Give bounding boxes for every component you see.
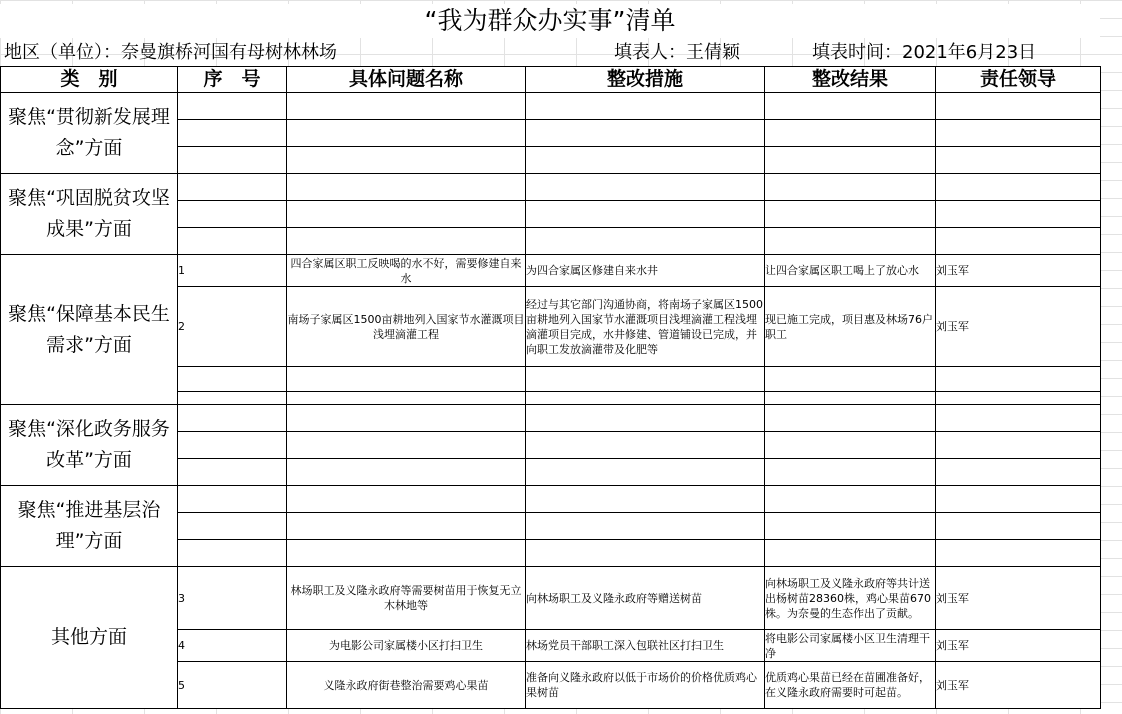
seq-cell[interactable]: 4 — [178, 630, 287, 662]
empty-cell[interactable] — [765, 540, 936, 567]
empty-cell[interactable] — [526, 513, 765, 540]
empty-cell[interactable] — [287, 459, 526, 486]
empty-cell[interactable] — [178, 486, 287, 513]
empty-cell[interactable] — [936, 432, 1101, 459]
category-cell: 其他方面 — [1, 567, 178, 709]
empty-cell[interactable] — [526, 405, 765, 432]
issue-cell[interactable]: 义隆永政府街巷整治需要鸡心果苗 — [287, 662, 526, 709]
empty-cell[interactable] — [178, 459, 287, 486]
empty-cell[interactable] — [526, 540, 765, 567]
empty-cell[interactable] — [526, 392, 765, 405]
page-title: “我为群众办实事”清单 — [0, 4, 1100, 38]
empty-cell[interactable] — [936, 174, 1101, 201]
empty-cell[interactable] — [178, 513, 287, 540]
empty-cell[interactable] — [936, 513, 1101, 540]
empty-cell[interactable] — [526, 93, 765, 120]
task-list-table — [0, 66, 1101, 709]
empty-cell[interactable] — [936, 540, 1101, 567]
empty-cell[interactable] — [526, 174, 765, 201]
header-category: 类 别 — [1, 67, 178, 93]
empty-cell[interactable] — [178, 174, 287, 201]
empty-cell[interactable] — [178, 201, 287, 228]
table-row — [1, 486, 1101, 513]
empty-cell[interactable] — [526, 367, 765, 392]
empty-cell[interactable] — [178, 405, 287, 432]
header-leader: 责任领导 — [936, 67, 1101, 93]
category-cell: 聚焦“巩固脱贫攻坚成果”方面 — [1, 174, 178, 255]
empty-cell[interactable] — [287, 120, 526, 147]
empty-cell[interactable] — [765, 228, 936, 255]
leader-cell[interactable]: 刘玉军 — [936, 255, 1101, 287]
empty-cell[interactable] — [178, 147, 287, 174]
empty-cell[interactable] — [936, 486, 1101, 513]
measure-cell[interactable]: 准备向义隆永政府以低于市场价的价格优质鸡心果树苗 — [526, 662, 765, 709]
empty-cell[interactable] — [287, 513, 526, 540]
empty-cell[interactable] — [765, 432, 936, 459]
empty-cell[interactable] — [287, 201, 526, 228]
result-cell[interactable]: 让四合家属区职工喝上了放心水 — [765, 255, 936, 287]
empty-cell[interactable] — [178, 228, 287, 255]
empty-cell[interactable] — [526, 486, 765, 513]
empty-cell[interactable] — [936, 93, 1101, 120]
measure-cell[interactable]: 经过与其它部门沟通协商，将南场子家属区1500亩耕地列入国家节水灌溉项目浅埋滴灌工程浅埋滴灌项目完成，水井修建、管道铺设已完成，并向职工发放滴灌带及化肥等 — [526, 287, 765, 367]
header-measure: 整改措施 — [526, 67, 765, 93]
measure-cell[interactable]: 向林场职工及义隆永政府等赠送树苗 — [526, 567, 765, 630]
empty-cell[interactable] — [526, 201, 765, 228]
empty-cell[interactable] — [287, 367, 526, 392]
empty-cell[interactable] — [287, 540, 526, 567]
empty-cell[interactable] — [287, 405, 526, 432]
empty-cell[interactable] — [178, 392, 287, 405]
issue-cell[interactable]: 林场职工及义隆永政府等需要树苗用于恢复无立木林地等 — [287, 567, 526, 630]
empty-cell[interactable] — [936, 201, 1101, 228]
empty-cell[interactable] — [765, 392, 936, 405]
table-row — [1, 255, 1101, 287]
empty-cell[interactable] — [526, 459, 765, 486]
issue-cell[interactable]: 南场子家属区1500亩耕地列入国家节水灌溉项目浅埋滴灌工程 — [287, 287, 526, 367]
empty-cell[interactable] — [178, 93, 287, 120]
empty-cell[interactable] — [526, 120, 765, 147]
empty-cell[interactable] — [765, 201, 936, 228]
empty-cell[interactable] — [287, 392, 526, 405]
empty-cell[interactable] — [287, 93, 526, 120]
table-row — [1, 405, 1101, 432]
empty-cell[interactable] — [765, 459, 936, 486]
empty-cell[interactable] — [526, 228, 765, 255]
seq-cell[interactable]: 1 — [178, 255, 287, 287]
empty-cell[interactable] — [178, 120, 287, 147]
table-row — [1, 567, 1101, 630]
empty-cell[interactable] — [178, 367, 287, 392]
empty-cell[interactable] — [936, 120, 1101, 147]
empty-cell[interactable] — [765, 120, 936, 147]
empty-cell[interactable] — [765, 147, 936, 174]
header-seq: 序 号 — [178, 67, 287, 93]
empty-cell[interactable] — [526, 432, 765, 459]
measure-cell[interactable]: 为四合家属区修建自来水井 — [526, 255, 765, 287]
empty-cell[interactable] — [178, 540, 287, 567]
filler-label: 填表人：王倩颖 — [614, 42, 740, 63]
empty-cell[interactable] — [287, 147, 526, 174]
empty-cell[interactable] — [936, 228, 1101, 255]
seq-cell[interactable]: 3 — [178, 567, 287, 630]
table-header-row — [1, 67, 1101, 93]
leader-cell[interactable]: 刘玉军 — [936, 662, 1101, 709]
empty-cell[interactable] — [178, 432, 287, 459]
issue-cell[interactable]: 四合家属区职工反映喝的水不好，需要修建自来水 — [287, 255, 526, 287]
category-cell: 聚焦“推进基层治理”方面 — [1, 486, 178, 567]
leader-cell[interactable]: 刘玉军 — [936, 630, 1101, 662]
table-row — [1, 174, 1101, 201]
header-issue: 具体问题名称 — [287, 67, 526, 93]
empty-cell[interactable] — [765, 367, 936, 392]
empty-cell[interactable] — [287, 228, 526, 255]
fill-time-label: 填表时间：2021年6月23日 — [812, 42, 1037, 63]
category-cell: 聚焦“保障基本民生需求”方面 — [1, 255, 178, 405]
empty-cell[interactable] — [287, 486, 526, 513]
empty-cell[interactable] — [526, 147, 765, 174]
empty-cell[interactable] — [936, 147, 1101, 174]
empty-cell[interactable] — [936, 459, 1101, 486]
leader-cell[interactable]: 刘玉军 — [936, 567, 1101, 630]
empty-cell[interactable] — [765, 486, 936, 513]
region-label: 地区（单位）：奈曼旗桥河国有母树林林场 — [4, 42, 337, 63]
category-cell: 聚焦“贯彻新发展理念”方面 — [1, 93, 178, 174]
measure-cell[interactable]: 林场党员干部职工深入包联社区打扫卫生 — [526, 630, 765, 662]
result-cell[interactable]: 将电影公司家属楼小区卫生清理干净 — [765, 630, 936, 662]
result-cell[interactable]: 向林场职工及义隆永政府等共计送出杨树苗28360株，鸡心果苗670株。为奈曼的生态作出了贡献。 — [765, 567, 936, 630]
empty-cell[interactable] — [765, 405, 936, 432]
empty-cell[interactable] — [287, 432, 526, 459]
empty-cell[interactable] — [936, 392, 1101, 405]
table-row — [1, 93, 1101, 120]
result-cell[interactable]: 现已施工完成，项目惠及林场76户职工 — [765, 287, 936, 367]
empty-cell[interactable] — [765, 174, 936, 201]
empty-cell[interactable] — [765, 93, 936, 120]
empty-cell[interactable] — [287, 174, 526, 201]
header-result: 整改结果 — [765, 67, 936, 93]
empty-cell[interactable] — [936, 367, 1101, 392]
seq-cell[interactable]: 5 — [178, 662, 287, 709]
seq-cell[interactable]: 2 — [178, 287, 287, 367]
leader-cell[interactable]: 刘玉军 — [936, 287, 1101, 367]
issue-cell[interactable]: 为电影公司家属楼小区打扫卫生 — [287, 630, 526, 662]
empty-cell[interactable] — [765, 513, 936, 540]
empty-cell[interactable] — [936, 405, 1101, 432]
result-cell[interactable]: 优质鸡心果苗已经在苗圃准备好，在义隆永政府需要时可起苗。 — [765, 662, 936, 709]
category-cell: 聚焦“深化政务服务改革”方面 — [1, 405, 178, 486]
